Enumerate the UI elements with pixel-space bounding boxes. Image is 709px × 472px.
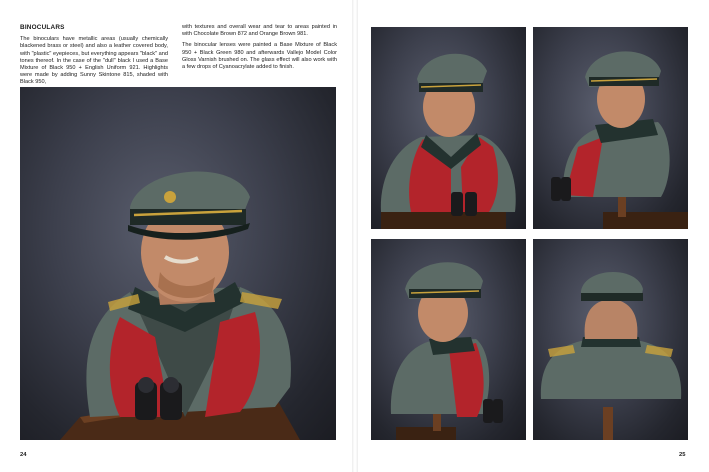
bust-photo-back xyxy=(533,239,688,440)
text-column-1 xyxy=(20,24,168,91)
bust-photo-right xyxy=(533,27,688,229)
text-column-2 xyxy=(182,24,337,75)
paragraph-binoculars-metal: The binoculars have metallic areas (usually chemically blackened brass or steel) and also a leather covered body, with "plastic" eyepieces, but everything appears "black" and tones thereof. In the case of the "dull" black I used a Base Mixture of Black 950 + English Uniform 921. Highlights were made by adding Sunny Skintone 815, shaded with Black 950, xyxy=(20,36,168,86)
section-heading: BINOCULARS xyxy=(20,24,65,31)
bust-front-illustration xyxy=(20,87,336,440)
bust-right-illustration xyxy=(533,27,688,229)
paragraph-wear-tear: with textures and overall wear and tear to areas painted in with Chocolate Brown 872 and Orange Brown 981. xyxy=(182,24,337,38)
bust-photo-left xyxy=(371,27,526,229)
paragraph-lenses: The binocular lenses were painted a Base Mixture of Black 950 + Black Green 980 and afterwards Vallejo Model Color Gloss Varnish brushed on. The glass effect will also work with a few drops of Cyanoacrylate added to finish. xyxy=(182,42,337,71)
bust-back-illustration xyxy=(533,239,688,440)
page-number-right: 25 xyxy=(679,452,686,458)
page-gutter xyxy=(352,0,358,472)
bust-left-illustration xyxy=(371,27,526,229)
bust-photo-front xyxy=(20,87,336,440)
page-number-left: 24 xyxy=(20,452,27,458)
bust-photo-three-quarter xyxy=(371,239,526,440)
bust-three-quarter-illustration xyxy=(371,239,526,440)
